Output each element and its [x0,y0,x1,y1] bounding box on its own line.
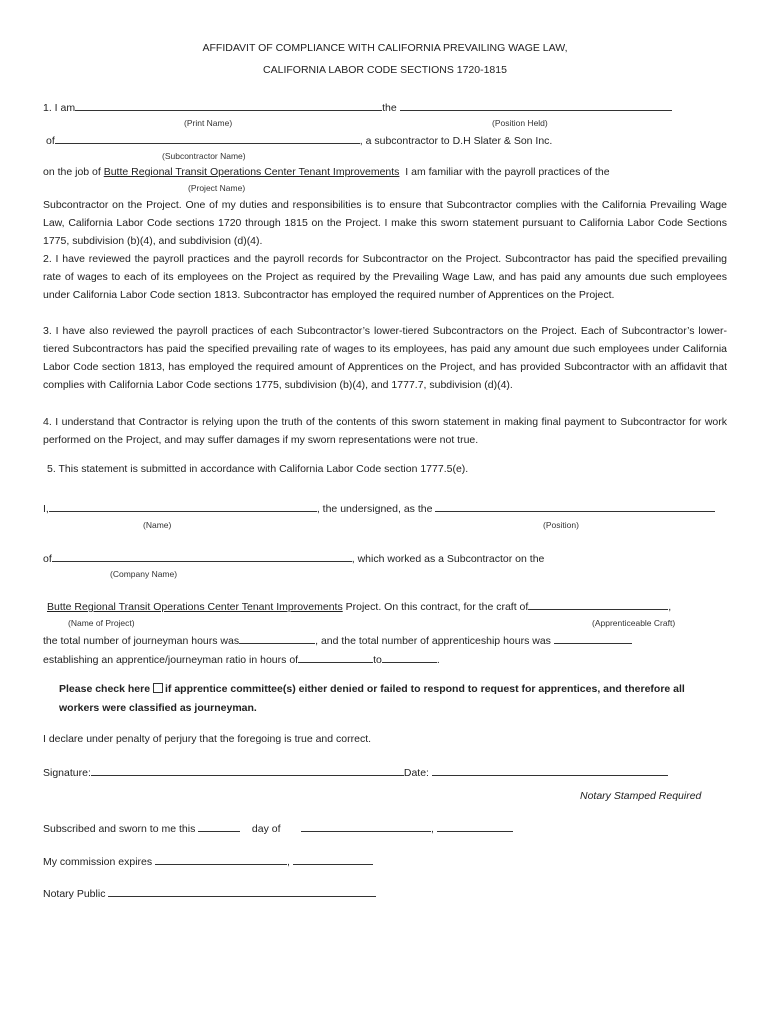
checkbox-notice-line-2: workers were classified as journeyman. [59,702,257,714]
the-label: the [382,102,397,114]
date-field[interactable] [432,764,668,776]
apprenticeable-craft-caption: (Apprenticeable Craft) [592,618,676,628]
apprenticeship-hours-field[interactable] [554,632,632,644]
commission-line: My commission expires , [43,853,373,869]
to-label: to [373,654,382,666]
subscribed-day-field[interactable] [198,820,240,832]
project-line [43,165,610,179]
signature-field[interactable] [91,764,404,776]
notary-stamped-required: Notary Stamped Required [580,790,702,802]
of-label: of [46,135,55,147]
company-line [43,550,544,566]
position-caption: (Position) [543,520,579,530]
signature-label: Signature: [43,767,91,779]
i-am-label: 1. I am [43,102,76,114]
subscribed-month-field[interactable] [301,820,431,832]
commission-year-field[interactable] [293,853,373,865]
name-of-project-caption: (Name of Project) [68,618,135,628]
craft-field[interactable] [528,598,668,610]
date-label: Date: [403,767,429,779]
paragraph-1: Subcontractor on the Project. One of my duties and responsibilities is to ensure that Subcontractor complies with the California Prevailing Wage Law, California Labor Code sections 1720 through 1815 on the Project. I make this sworn statement pursuant to California Labor Code Sections 1775, subdivision (b)(4), and subdivision (d)(4). [43,199,727,247]
ratio-apprentice-field[interactable] [298,651,373,663]
signature-line [43,764,668,780]
notary-public-label: Notary Public [43,888,106,900]
journeyman-hours-field[interactable] [239,632,315,644]
apprenticeship-hours-text: , and the total number of apprenticeship hours was [315,635,551,647]
paragraph-3: 3. I have also reviewed the payroll practices of each Subcontractor’s lower-tiered Subcontractors on the Project. Each of Subcontractor’s lower-tiered Subcontractors has paid the specified prevailing rate of wages to its employees, has paid any amount due such employees under California Labor Code section 1813, has employed the required amount of Apprentices on the Project, and has provided Subcontractor with an affidavit that complies with California Labor Code sections 1775, subdivision (b)(4), and 1777.7, subdivision (d)(4). [43,325,727,391]
perjury-declaration: I declare under penalty of perjury that the foregoing is true and correct. [43,733,372,745]
checkbox-notice-text: if apprentice committee(s) either denied or failed to respond to request for apprentices, and therefore all [165,683,685,695]
worked-text: , which worked as a Subcontractor on the [351,553,545,565]
journeyman-hours-text: the total number of journeyman hours was [43,635,240,647]
document-title-line-2: CALIFORNIA LABOR CODE SECTIONS 1720-1815 [263,64,507,76]
company-name-field[interactable] [52,550,352,562]
checkbox-notice-line-1 [59,682,685,696]
ratio-text: establishing an apprentice/journeyman ratio in hours of [43,654,299,666]
of-label-2: of [43,553,52,565]
ratio-journeyman-field[interactable] [382,651,437,663]
undersigned-text: , the undersigned, as the [316,503,433,515]
print-name-caption: (Print Name) [184,118,233,128]
project-name: Butte Regional Transit Operations Center Tenant Improvements [103,166,400,178]
document-title-line-1: AFFIDAVIT OF COMPLIANCE WITH CALIFORNIA PREVAILING WAGE LAW, [202,42,568,54]
position-held-caption: (Position Held) [492,118,548,128]
undersigned-line [43,500,715,516]
name-field[interactable] [49,500,317,512]
subscribed-year-field[interactable] [437,820,513,832]
ratio-line: establishing an apprentice/journeyman ratio in hours of to . [43,651,440,667]
notary-public-field[interactable] [108,885,376,897]
project-contract-text: Project. On this contract, for the craft of [342,601,529,613]
project-craft-line: Butte Regional Transit Operations Center Tenant Improvements Project. On this contract, for the craft of , [47,598,671,614]
check-here-label: Please check here [59,683,151,695]
day-of-label: day of [251,823,281,835]
paragraph-5: 5. This statement is submitted in accordance with California Labor Code section 1777.5(e). [47,463,469,475]
subcontractor-line [46,132,552,148]
project-name-2: Butte Regional Transit Operations Center Tenant Improvements [47,601,343,613]
on-job-of-label: on the job of [43,166,101,178]
paragraph-2: 2. I have reviewed the payroll practices and the payroll records for Subcontractor on the Project. Subcontractor has paid the specified prevailing rate of wages to each of its employees on the Project as required by the Prevailing Wage Law, and has paid any amounts due such employees under California Labor Code section 1813. Subcontractor has employed the required number of Apprentices on the Project. [43,253,727,301]
print-name-field[interactable] [75,99,382,111]
subcontractor-name-caption: (Subcontractor Name) [162,151,246,161]
notary-public-line [43,885,376,901]
name-caption: (Name) [143,520,172,530]
company-name-caption: (Company Name) [110,569,178,579]
i-label: I, [43,503,49,515]
subscribed-line: Subscribed and sworn to me this day of , [43,820,513,836]
hours-line [43,632,632,648]
project-name-caption: (Project Name) [188,183,246,193]
paragraph-4: 4. I understand that Contractor is relying upon the truth of the contents of this sworn statement in making final payment to Subcontractor for work performed on the Project, and may suffer damages if my sworn representations were not true. [43,416,727,446]
i-am-line [43,99,672,115]
position-held-field[interactable] [400,99,672,111]
position-field[interactable] [435,500,715,512]
commission-date-field[interactable] [155,853,287,865]
subscribed-label: Subscribed and sworn to me this [43,823,196,835]
commission-expires-label: My commission expires [43,856,153,868]
subcontractor-name-field[interactable] [55,132,360,144]
apprentice-committee-checkbox[interactable] [153,683,163,693]
familiar-text: I am familiar with the payroll practices of the [405,166,610,178]
subcontractor-text: , a subcontractor to D.H Slater & Son Inc. [359,135,553,147]
